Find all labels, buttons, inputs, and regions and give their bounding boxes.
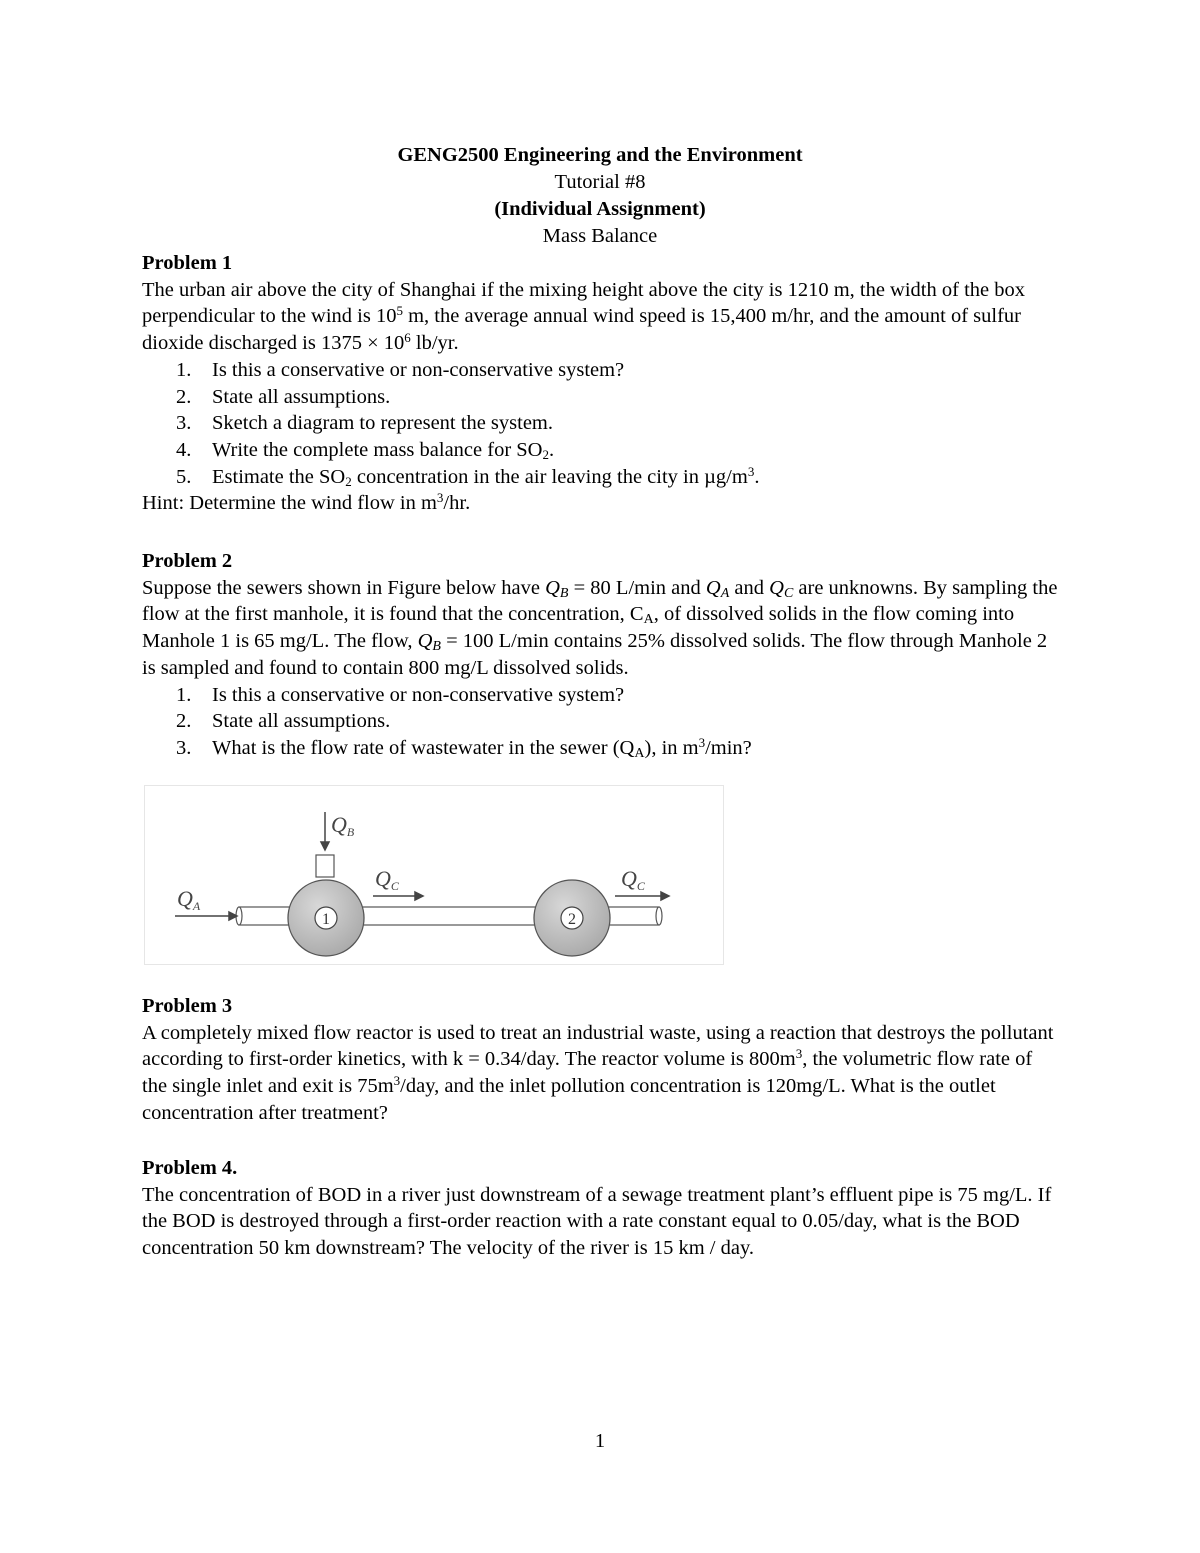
qc1-label: QC (375, 866, 399, 893)
problem-4-title: Problem 4. (142, 1157, 238, 1179)
list-item: 4. Write the complete mass balance for $SO_2$. (176, 438, 555, 462)
problem-1 (142, 250, 1062, 517)
problem-1-hint: Hint: Determine the wind flow in $m^3/hr$. (142, 490, 471, 515)
qc1-arrowhead (415, 892, 423, 900)
qc2-arrowhead (661, 892, 669, 900)
problem-2 (142, 548, 1062, 762)
side-inlet-pipe (316, 855, 334, 877)
tutorial-number: Tutorial #8 (554, 171, 646, 193)
problem-3 (142, 993, 1062, 1127)
qb-arrowhead (321, 842, 329, 850)
problem-2-statement: Suppose the sewers shown in Figure below have $Q_B = 80$ L/min and $Q_A$ and $Q_C$ are unknowns. By sampling the flow at the first manhole, it is found that the concentration, $C_A$, of dissolved solids in the flow coming into Manhole 1 is 65 mg/L. The flow, $Q_B = 100$ L/min contains 25% dissolved solids. The flow through Manhole 2 is sampled and found to contain 800 mg/L dissolved solids. (142, 576, 1058, 679)
middle-pipe (361, 907, 539, 925)
qc2-label: QC (621, 866, 645, 893)
course-title: GENG2500 Engineering and the Environment (397, 144, 803, 166)
page-number: 1 (594, 1430, 606, 1452)
outlet-pipe (603, 907, 659, 925)
problem-3-title: Problem 3 (142, 995, 233, 1017)
problem-1-statement: The urban air above the city of Shanghai if the mixing height above the city is 1210 m, the width of the box perpendicular to the wind is $10^5$ m, the average annual wind speed is 15,400 m/hr, and the amount of sulfur dioxide discharged is $1375 \times 10^6$ lb/yr. (142, 278, 1026, 355)
problem-2-questions (142, 682, 1062, 762)
topic-title: Mass Balance (542, 225, 658, 247)
problem-4 (142, 1155, 1062, 1262)
outlet-pipe-end (656, 907, 662, 925)
document-header (0, 142, 1200, 250)
list-item: 1. Is this a conservative or non-conservative system? (176, 358, 625, 381)
sewer-diagram (144, 785, 724, 965)
list-item: 5. Estimate the $SO_2$ concentration in the air leaving the city in $\mu g/m^3$. (176, 463, 760, 489)
assignment-type: (Individual Assignment) (494, 198, 706, 220)
manhole-2-label: 2 (568, 911, 576, 928)
qb-label: QB (331, 812, 355, 839)
problem-4-statement: The concentration of BOD in a river just downstream of a sewage treatment plant’s effluent pipe is 75 mg/L. If the BOD is destroyed through a first-order reaction with a rate constant equal to 0.05/day, what is the BOD concentration 50 km downstream? The velocity of the river is 15 km / day. (142, 1183, 1052, 1260)
list-item: 2. State all assumptions. (176, 710, 391, 733)
manhole-1-label: 1 (322, 911, 330, 928)
problem-3-statement: A completely mixed flow reactor is used to treat an industrial waste, using a reaction that destroys the pollutant according to first-order kinetics, with k = 0.34/day. The reactor volume is $800m^3$, the volumetric flow rate of the single inlet and exit is $75m^3$/day, and the inlet pollution concentration is 120mg/L. What is the outlet concentration after treatment? (142, 1021, 1054, 1124)
list-item: 2. State all assumptions. (176, 385, 391, 408)
list-item: 3. Sketch a diagram to represent the system. (176, 412, 553, 435)
problem-2-title: Problem 2 (142, 550, 233, 572)
problem-1-title: Problem 1 (142, 252, 233, 274)
qa-label: QA (177, 886, 201, 913)
list-item: 1. Is this a conservative or non-conservative system? (176, 683, 625, 706)
list-item: 3. What is the flow rate of wastewater in the sewer $(Q_A)$, in $m^3/\min$? (176, 734, 752, 761)
sewer-diagram-svg (145, 786, 723, 964)
problem-1-questions (142, 357, 1062, 491)
